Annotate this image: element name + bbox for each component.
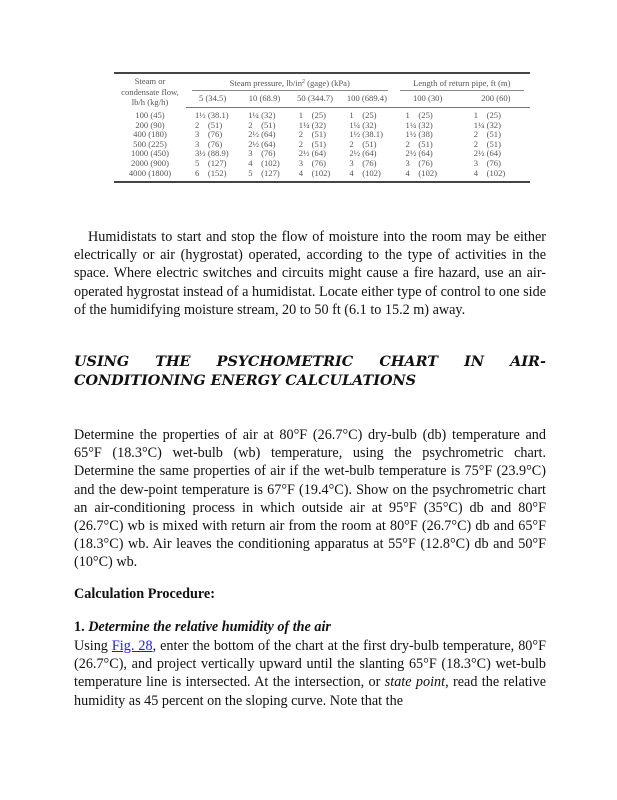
pipe-size-cell: 2 (51) [298, 138, 326, 149]
pipe-size-cell: 1¼ (32) [405, 119, 433, 130]
column-header: 5 (34.5) [186, 92, 239, 107]
pipe-size-cell: 2 (51) [405, 138, 433, 149]
pipe-size-cell: 2½ (64) [349, 148, 377, 159]
pipe-size-cell: 2½ (64) [298, 148, 326, 159]
superscript: 2 [302, 78, 305, 85]
column-header: 200 (60) [462, 92, 530, 107]
pipe-size-cell: 3 (76) [405, 157, 433, 168]
step-text: , enter the bottom of the chart at the first dry-bulb temperature, 80°F (26.7°C), and project vertically upward until the slanting 65°F (18.3°C) wet-bulb temperature line is intersected. At the intersection, or [74, 638, 546, 691]
step-text: , read the relative humidity as 45 percent on the sloping curve. Note that the [74, 674, 547, 709]
section-heading [74, 352, 546, 390]
pipe-size-cell: 1½ (38) [405, 129, 433, 140]
state-point-term: state point [384, 674, 446, 691]
pipe-size-cell: 5 (127) [195, 157, 227, 168]
pipe-size-cell: 2 (51) [248, 119, 276, 130]
stub-header [114, 74, 186, 108]
pipe-size-cell: 1½ (38.1) [349, 129, 383, 140]
heading-word: USING [74, 353, 130, 370]
flow-cell: 1000 (450) [131, 148, 169, 159]
pipe-size-cell: 3 (76) [349, 157, 377, 168]
pipe-size-cell: 2 (51) [473, 129, 501, 140]
step-title: Determine the relative humidity of the air [88, 619, 331, 635]
pipe-size-cell: 1¼ (32) [473, 119, 501, 130]
table-body [114, 108, 530, 183]
heading-line-1 [74, 352, 546, 371]
pipe-size-cell: 2½ (64) [473, 148, 501, 159]
pipe-size-table [114, 72, 530, 183]
pipe-size-cell: 4 (102) [394, 169, 462, 183]
length-spanner [394, 74, 530, 92]
step-1-text [74, 637, 546, 710]
flow-cell: 4000 (1800) [114, 169, 186, 183]
stub-header-line: condensate flow, [121, 86, 179, 97]
steam-pipe-table [114, 72, 530, 183]
pipe-size-cell: 2 (51) [195, 119, 223, 130]
column-header: 10 (68.9) [239, 92, 290, 107]
column-header: 50 (344.7) [290, 92, 341, 107]
pipe-size-cell: 3 (76) [248, 148, 276, 159]
heading-word: AIR- [510, 353, 546, 370]
pipe-size-cell: 2 (51) [349, 138, 377, 149]
heading-word: IN [464, 353, 485, 370]
pressure-spanner-tail: (gage) (kPa) [305, 77, 350, 88]
pipe-size-cell: 4 (102) [340, 169, 393, 183]
pipe-size-cell: 4 (102) [248, 157, 280, 168]
pipe-size-cell: 3 (76) [473, 157, 501, 168]
calculation-procedure-heading: Calculation Procedure: [74, 586, 215, 602]
pipe-size-cell: 2½ (64) [405, 148, 433, 159]
pipe-size-cell: 3 (76) [298, 157, 326, 168]
flow-cell: 500 (225) [133, 138, 167, 149]
heading-line-2: CONDITIONING ENERGY CALCULATIONS [74, 372, 417, 389]
pipe-size-cell: 2 (51) [473, 138, 501, 149]
pipe-size-cell: 1¼ (32) [349, 119, 377, 130]
heading-word: CHART [379, 353, 438, 370]
column-header: 100 (30) [394, 92, 462, 107]
pipe-size-cell: 1 (25) [298, 110, 326, 120]
pipe-size-cell: 5 (127) [239, 169, 290, 183]
pipe-size-cell: 2½ (64) [248, 129, 276, 140]
pipe-size-cell: 2 (51) [298, 129, 326, 140]
pipe-size-cell: 3 (76) [195, 138, 223, 149]
heading-word: THE [155, 353, 191, 370]
flow-cell: 200 (90) [135, 119, 165, 130]
pipe-size-cell: 1 (25) [473, 110, 501, 120]
table-row [114, 108, 530, 121]
problem-statement: Determine the properties of air at 80°F (26.7°C) dry-bulb (db) temperature and 65°F (18.3°C) wet-bulb (wb) temperature, using the psychrometric chart. Determine the same properties of air if the wet-bulb temperature is 75°F (23.9°C) and the dew-point temperature is 67°F (19.4°C). Show on the psychrometric chart an air-conditioning process in which outside air at 95°F (35°C) db and 80°F (26.7°C) wb is mixed with return air from the room at 80°F (26.7°C) db and 65°F (18.3°C) wb. Air leaves the conditioning apparatus at 55°F (12.8°C) db and 50°F (10°C) wb. [74, 427, 546, 571]
stub-header-line: Steam or [134, 76, 166, 86]
flow-cell: 400 (180) [133, 129, 167, 140]
paragraph-humidistats: Humidistats to start and stop the flow of moisture into the room may be either electrically or air (hygrostat) operated, according to the type of activities in the space. Where electric switches and circuits might cause a fire hazard, use an air-operated hygrostat instead of a humidistat. Locate either type of control to one side of the humidifying moisture stream, 20 to 50 ft (6.1 to 15.2 m) away. [74, 229, 546, 318]
length-spanner-text: Length of return pipe, ft (m) [400, 78, 524, 92]
pressure-spanner [186, 74, 394, 92]
step-number: 1. [74, 619, 85, 635]
pressure-spanner-text: Steam pressure, lb/in [229, 77, 302, 88]
stub-header-line: lb/h (kg/h) [131, 97, 169, 107]
fig-28-link[interactable]: Fig. 28 [111, 638, 153, 654]
column-header: 100 (689.4) [340, 92, 393, 107]
pipe-size-cell: 1¼ (32) [248, 110, 276, 120]
pipe-size-cell: 3 (76) [195, 129, 223, 140]
pipe-size-cell: 1 (25) [349, 110, 377, 120]
pipe-size-cell: 2½ (64) [248, 138, 276, 149]
pipe-size-cell: 3½ (88.9) [195, 148, 229, 159]
pipe-size-cell: 1¼ (32) [298, 119, 326, 130]
pipe-size-cell: 6 (152) [186, 169, 239, 183]
heading-word: PSYCHOMETRIC [216, 353, 354, 370]
step-text: Using [74, 638, 112, 654]
pipe-size-cell: 4 (102) [290, 169, 341, 183]
pipe-size-cell: 1½ (38.1) [195, 110, 229, 120]
flow-cell: 100 (45) [135, 109, 165, 120]
pipe-size-cell: 4 (102) [462, 169, 530, 183]
table-row [114, 169, 530, 183]
step-1-heading [74, 619, 331, 636]
flow-cell: 2000 (900) [131, 157, 169, 168]
pipe-size-cell: 1 (25) [405, 110, 433, 120]
